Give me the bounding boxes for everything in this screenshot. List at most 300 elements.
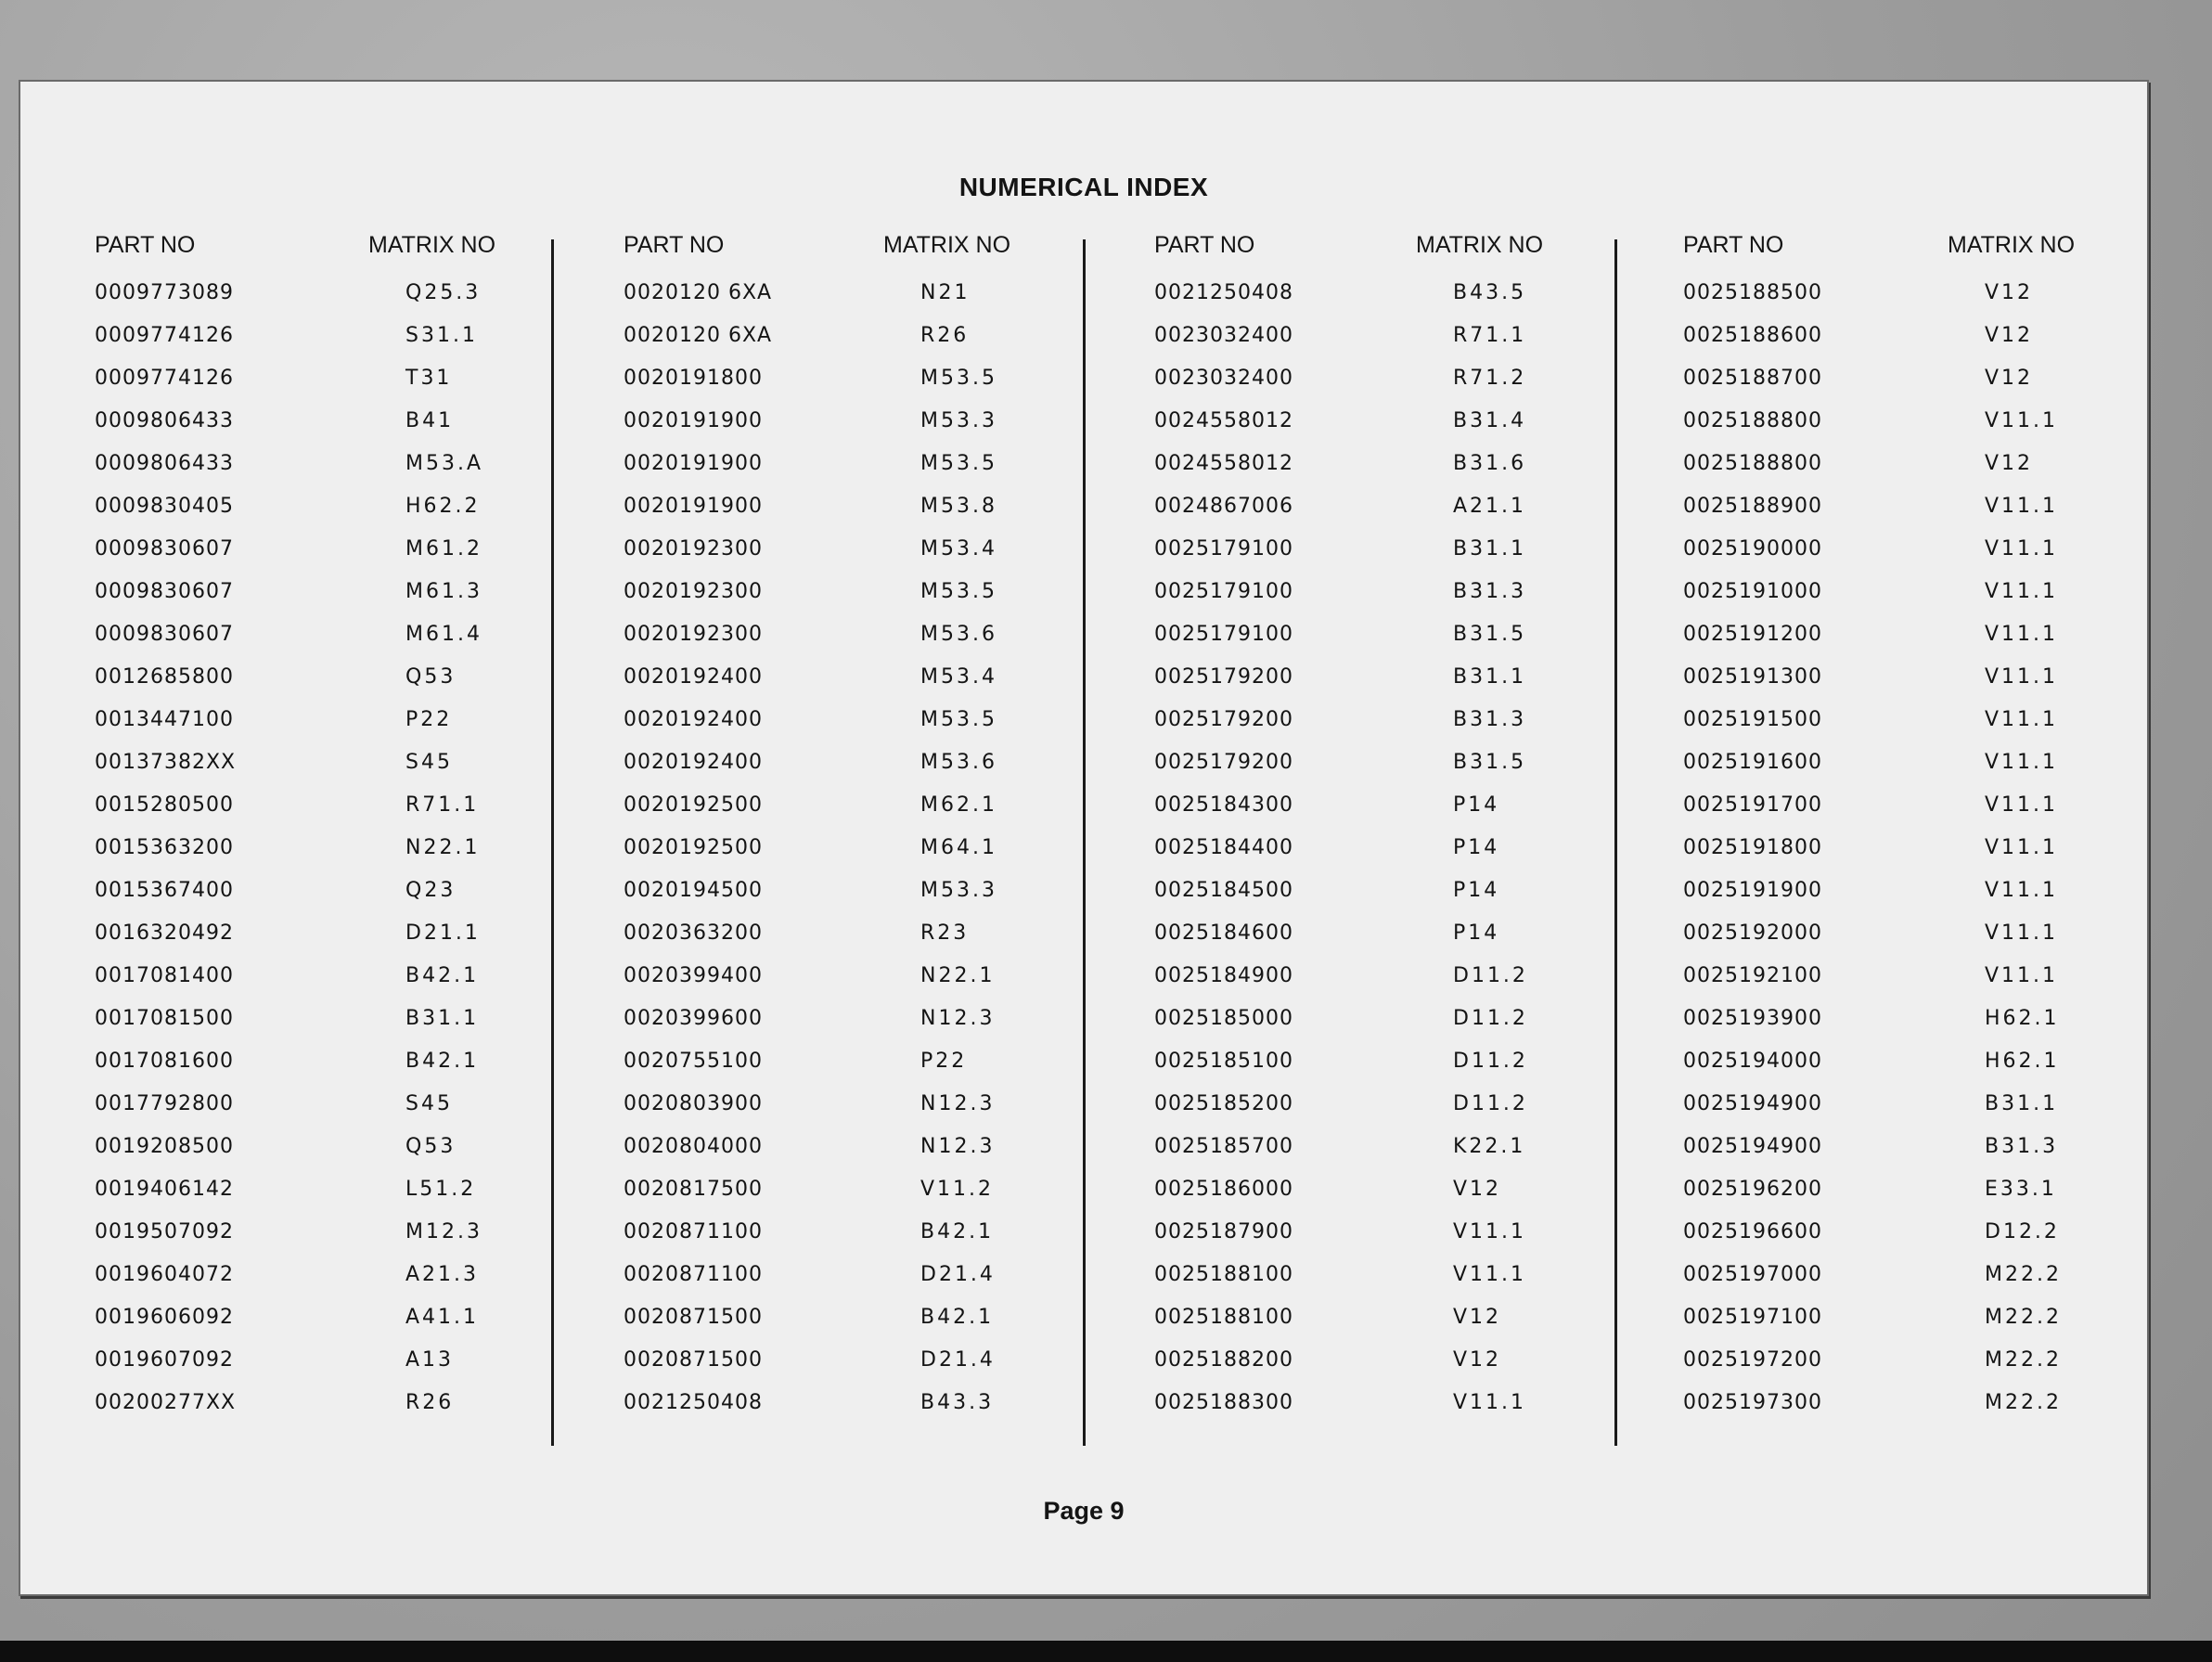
part-number: 0025196200 — [1683, 1178, 1822, 1201]
index-row — [1683, 1037, 2203, 1080]
index-row — [1683, 1379, 2203, 1422]
index-row — [624, 354, 1143, 397]
index-row — [1154, 739, 1674, 781]
matrix-number: V11.1 — [1985, 495, 2059, 518]
index-row — [1154, 1294, 1674, 1336]
part-number: 0025179200 — [1154, 665, 1293, 689]
part-number: 0009830607 — [95, 537, 234, 560]
matrix-number: M61.3 — [405, 580, 482, 603]
index-row — [95, 611, 614, 653]
part-number: 0019604072 — [95, 1263, 234, 1286]
matrix-number: B31.3 — [1985, 1135, 2059, 1158]
part-no-header: PART NO — [624, 232, 725, 258]
matrix-number: R71.1 — [1453, 324, 1527, 347]
matrix-number: V11.1 — [1985, 836, 2059, 859]
matrix-number: P22 — [920, 1050, 968, 1073]
part-number: 0009774126 — [95, 324, 234, 347]
index-row — [1154, 1208, 1674, 1251]
matrix-number: B31.4 — [1453, 409, 1527, 432]
index-row — [1683, 1123, 2203, 1166]
column-group-4 — [1683, 232, 2203, 1422]
part-number: 0025186000 — [1154, 1178, 1293, 1201]
matrix-number: Q53 — [405, 1135, 457, 1158]
matrix-number: P22 — [405, 708, 453, 731]
part-no-header: PART NO — [1154, 232, 1255, 258]
matrix-number: V11.1 — [1985, 623, 2059, 646]
index-row — [624, 525, 1143, 568]
index-row — [1154, 312, 1674, 354]
matrix-number: S45 — [405, 751, 453, 774]
part-number: 0015363200 — [95, 836, 234, 859]
index-row — [1154, 653, 1674, 696]
index-row — [95, 525, 614, 568]
column-group-2 — [624, 232, 1143, 1422]
matrix-number: R71.1 — [405, 793, 480, 817]
index-row — [95, 312, 614, 354]
index-row — [95, 696, 614, 739]
matrix-number: V11.1 — [1985, 751, 2059, 774]
matrix-number: A21.3 — [405, 1263, 480, 1286]
part-number: 0021250408 — [1154, 281, 1293, 304]
part-number: 0025187900 — [1154, 1220, 1293, 1243]
part-number: 0025194000 — [1683, 1050, 1822, 1073]
part-number: 0009830607 — [95, 623, 234, 646]
matrix-number: N22.1 — [405, 836, 481, 859]
matrix-number: M22.2 — [1985, 1391, 2062, 1414]
part-number: 0024867006 — [1154, 495, 1293, 518]
index-row — [1154, 1123, 1674, 1166]
index-row — [1154, 867, 1674, 909]
matrix-number: B43.5 — [1453, 281, 1527, 304]
part-number: 0025196600 — [1683, 1220, 1822, 1243]
part-number: 0024558012 — [1154, 452, 1293, 475]
part-number: 0025185000 — [1154, 1007, 1293, 1030]
index-row — [95, 568, 614, 611]
index-row — [1683, 1294, 2203, 1336]
part-number: 0017081600 — [95, 1050, 234, 1073]
matrix-number: E33.1 — [1985, 1178, 2057, 1201]
matrix-number: M53.4 — [920, 537, 997, 560]
part-number: 0025188100 — [1154, 1306, 1293, 1329]
part-number: 0025188500 — [1683, 281, 1822, 304]
part-number: 0025188100 — [1154, 1263, 1293, 1286]
index-row — [624, 483, 1143, 525]
part-number: 0012685800 — [95, 665, 234, 689]
part-number: 0019208500 — [95, 1135, 234, 1158]
matrix-number: M53.5 — [920, 367, 997, 390]
column-header — [95, 232, 614, 269]
part-number: 00137382XX — [95, 751, 237, 774]
part-number: 0025191800 — [1683, 836, 1822, 859]
index-row — [95, 653, 614, 696]
part-number: 0020191800 — [624, 367, 763, 390]
index-row — [95, 781, 614, 824]
matrix-number: Q23 — [405, 879, 457, 902]
matrix-number: V12 — [1453, 1348, 1502, 1372]
index-row — [95, 995, 614, 1037]
index-row — [1683, 440, 2203, 483]
matrix-number: V11.1 — [1985, 409, 2059, 432]
index-row — [95, 909, 614, 952]
matrix-number: S45 — [405, 1092, 453, 1115]
matrix-number: Q25.3 — [405, 281, 482, 304]
part-number: 0025184500 — [1154, 879, 1293, 902]
index-row — [1154, 824, 1674, 867]
part-number: 0025188800 — [1683, 409, 1822, 432]
part-no-header: PART NO — [1683, 232, 1784, 258]
part-number: 0020120 6XA — [624, 281, 773, 304]
column-header — [1683, 232, 2203, 269]
part-number: 0020399400 — [624, 964, 763, 987]
part-number: 0020363200 — [624, 921, 763, 945]
matrix-number: V11.1 — [1985, 580, 2059, 603]
index-row — [1683, 781, 2203, 824]
part-number: 0025184600 — [1154, 921, 1293, 945]
part-number: 0020194500 — [624, 879, 763, 902]
part-number: 0020191900 — [624, 409, 763, 432]
index-row — [95, 269, 614, 312]
index-row — [95, 952, 614, 995]
column-header — [1154, 232, 1674, 269]
index-row — [624, 653, 1143, 696]
part-number: 0019606092 — [95, 1306, 234, 1329]
part-number: 0025188200 — [1154, 1348, 1293, 1372]
index-row — [624, 1037, 1143, 1080]
matrix-number: V11.1 — [1985, 665, 2059, 689]
matrix-number: V11.1 — [1985, 964, 2059, 987]
matrix-number: M53.5 — [920, 708, 997, 731]
column-group-3 — [1154, 232, 1674, 1422]
part-number: 0025184400 — [1154, 836, 1293, 859]
matrix-number: M61.4 — [405, 623, 482, 646]
matrix-number: V11.1 — [1453, 1220, 1527, 1243]
matrix-number: K22.1 — [1453, 1135, 1526, 1158]
index-row — [95, 1208, 614, 1251]
part-number: 0009806433 — [95, 452, 234, 475]
matrix-number: V11.1 — [1985, 879, 2059, 902]
part-number: 0025184900 — [1154, 964, 1293, 987]
index-row — [1683, 483, 2203, 525]
matrix-number: V11.2 — [920, 1178, 995, 1201]
index-row — [1683, 1166, 2203, 1208]
matrix-number: P14 — [1453, 879, 1500, 902]
part-number: 0015367400 — [95, 879, 234, 902]
index-row — [1154, 354, 1674, 397]
index-row — [1683, 696, 2203, 739]
part-number: 0020804000 — [624, 1135, 763, 1158]
matrix-no-header: MATRIX NO — [1948, 232, 2076, 258]
part-number: 0020192400 — [624, 665, 763, 689]
part-number: 0020192300 — [624, 537, 763, 560]
index-row — [624, 1208, 1143, 1251]
part-number: 0021250408 — [624, 1391, 763, 1414]
matrix-number: M53.4 — [920, 665, 997, 689]
matrix-number: V11.1 — [1453, 1263, 1527, 1286]
part-number: 0025179200 — [1154, 708, 1293, 731]
index-row — [1154, 696, 1674, 739]
index-row — [624, 1379, 1143, 1422]
part-number: 0025190000 — [1683, 537, 1822, 560]
matrix-number: V11.1 — [1453, 1391, 1527, 1414]
matrix-number: N12.3 — [920, 1092, 996, 1115]
matrix-number: V11.1 — [1985, 921, 2059, 945]
matrix-number: B42.1 — [920, 1306, 995, 1329]
matrix-number: T31 — [405, 367, 453, 390]
matrix-number: B31.5 — [1453, 751, 1527, 774]
index-row — [624, 781, 1143, 824]
part-number: 0025179200 — [1154, 751, 1293, 774]
index-row — [1154, 952, 1674, 995]
index-row — [624, 867, 1143, 909]
index-row — [95, 824, 614, 867]
index-row — [1683, 1208, 2203, 1251]
part-number: 0025179100 — [1154, 580, 1293, 603]
part-number: 0016320492 — [95, 921, 234, 945]
index-row — [95, 354, 614, 397]
part-number: 0009774126 — [95, 367, 234, 390]
matrix-number: V12 — [1985, 452, 2034, 475]
matrix-number: H62.1 — [1985, 1007, 2060, 1030]
part-number: 0025191500 — [1683, 708, 1822, 731]
part-number: 0020120 6XA — [624, 324, 773, 347]
part-number: 0025194900 — [1683, 1092, 1822, 1115]
matrix-number: P14 — [1453, 793, 1500, 817]
index-row — [1683, 312, 2203, 354]
index-row — [624, 1336, 1143, 1379]
matrix-number: N22.1 — [920, 964, 996, 987]
part-number: 0025185200 — [1154, 1092, 1293, 1115]
page-title: NUMERICAL INDEX — [958, 173, 1209, 201]
index-row — [1683, 739, 2203, 781]
matrix-number: D11.2 — [1453, 1050, 1528, 1073]
matrix-number: V12 — [1453, 1178, 1502, 1201]
part-number: 0023032400 — [1154, 367, 1293, 390]
matrix-number: B42.1 — [920, 1220, 995, 1243]
part-number: 0020871500 — [624, 1306, 763, 1329]
matrix-number: Q53 — [405, 665, 457, 689]
index-row — [1154, 1251, 1674, 1294]
index-row — [624, 269, 1143, 312]
part-number: 0025197000 — [1683, 1263, 1822, 1286]
part-number: 0025185100 — [1154, 1050, 1293, 1073]
index-row — [95, 397, 614, 440]
matrix-number: R26 — [405, 1391, 455, 1414]
part-number: 0020192300 — [624, 623, 763, 646]
part-number: 0017081500 — [95, 1007, 234, 1030]
column-group-1 — [95, 232, 614, 1422]
index-row — [1683, 1336, 2203, 1379]
index-row — [1683, 525, 2203, 568]
matrix-number: A13 — [405, 1348, 455, 1372]
matrix-number: B31.1 — [405, 1007, 480, 1030]
index-row — [624, 739, 1143, 781]
part-number: 0009830607 — [95, 580, 234, 603]
matrix-number: N21 — [920, 281, 971, 304]
index-row — [1683, 824, 2203, 867]
index-row — [1154, 483, 1674, 525]
part-number: 00200277XX — [95, 1391, 237, 1414]
part-number: 0020192500 — [624, 836, 763, 859]
part-number: 0025192000 — [1683, 921, 1822, 945]
part-number: 0025191600 — [1683, 751, 1822, 774]
matrix-number: M61.2 — [405, 537, 482, 560]
matrix-number: V11.1 — [1985, 793, 2059, 817]
part-number: 0024558012 — [1154, 409, 1293, 432]
index-row — [1154, 1166, 1674, 1208]
part-number: 0025188600 — [1683, 324, 1822, 347]
matrix-number: M22.2 — [1985, 1306, 2062, 1329]
index-row — [95, 483, 614, 525]
matrix-number: B41 — [405, 409, 455, 432]
index-row — [624, 568, 1143, 611]
index-row — [1154, 1336, 1674, 1379]
matrix-number: R23 — [920, 921, 970, 945]
part-number: 0020803900 — [624, 1092, 763, 1115]
matrix-number: H62.1 — [1985, 1050, 2060, 1073]
matrix-number: D21.4 — [920, 1348, 996, 1372]
matrix-number: B31.3 — [1453, 708, 1527, 731]
part-number: 0020817500 — [624, 1178, 763, 1201]
part-number: 0015280500 — [95, 793, 234, 817]
matrix-number: B31.5 — [1453, 623, 1527, 646]
part-number: 0017792800 — [95, 1092, 234, 1115]
part-number: 0020192500 — [624, 793, 763, 817]
matrix-number: M53.8 — [920, 495, 997, 518]
index-row — [1154, 995, 1674, 1037]
matrix-number: M53.5 — [920, 452, 997, 475]
matrix-number: B31.1 — [1453, 665, 1527, 689]
index-row — [1154, 1080, 1674, 1123]
part-number: 0025188300 — [1154, 1391, 1293, 1414]
part-number: 0020871100 — [624, 1220, 763, 1243]
index-row — [1683, 1251, 2203, 1294]
index-row — [1683, 1080, 2203, 1123]
matrix-number: N12.3 — [920, 1135, 996, 1158]
matrix-number: B42.1 — [405, 964, 480, 987]
index-row — [1683, 995, 2203, 1037]
index-row — [1683, 397, 2203, 440]
part-number: 0025197300 — [1683, 1391, 1822, 1414]
part-number: 0025184300 — [1154, 793, 1293, 817]
matrix-number: L51.2 — [405, 1178, 477, 1201]
part-number: 0025191700 — [1683, 793, 1822, 817]
part-number: 0025197100 — [1683, 1306, 1822, 1329]
matrix-number: M53.A — [405, 452, 484, 475]
index-row — [1683, 568, 2203, 611]
matrix-number: M64.1 — [920, 836, 997, 859]
matrix-number: M53.3 — [920, 879, 997, 902]
part-number: 0025188700 — [1683, 367, 1822, 390]
part-number: 0025191000 — [1683, 580, 1822, 603]
page-number: Page 9 — [1043, 1497, 1125, 1525]
part-number: 0020871100 — [624, 1263, 763, 1286]
matrix-number: R26 — [920, 324, 970, 347]
part-number: 0019507092 — [95, 1220, 234, 1243]
index-row — [624, 611, 1143, 653]
part-number: 0025191300 — [1683, 665, 1822, 689]
part-number: 0009806433 — [95, 409, 234, 432]
index-row — [624, 1294, 1143, 1336]
index-row — [624, 397, 1143, 440]
part-no-header: PART NO — [95, 232, 196, 258]
index-row — [1683, 909, 2203, 952]
index-row — [95, 1037, 614, 1080]
index-row — [1154, 269, 1674, 312]
matrix-number: P14 — [1453, 836, 1500, 859]
matrix-number: M53.5 — [920, 580, 997, 603]
index-row — [1154, 440, 1674, 483]
part-number: 0025192100 — [1683, 964, 1822, 987]
index-row — [95, 1294, 614, 1336]
index-row — [1154, 397, 1674, 440]
part-number: 0025193900 — [1683, 1007, 1822, 1030]
part-number: 0020755100 — [624, 1050, 763, 1073]
matrix-number: D21.1 — [405, 921, 481, 945]
part-number: 0020191900 — [624, 452, 763, 475]
index-row — [624, 1251, 1143, 1294]
matrix-number: M53.6 — [920, 751, 997, 774]
part-number: 0020192400 — [624, 708, 763, 731]
matrix-number: B43.3 — [920, 1391, 995, 1414]
index-row — [1154, 525, 1674, 568]
index-row — [95, 739, 614, 781]
matrix-number: A21.1 — [1453, 495, 1527, 518]
index-row — [95, 440, 614, 483]
part-number: 0013447100 — [95, 708, 234, 731]
index-row — [1683, 269, 2203, 312]
index-row — [624, 312, 1143, 354]
part-number: 0025185700 — [1154, 1135, 1293, 1158]
part-number: 0023032400 — [1154, 324, 1293, 347]
matrix-no-header: MATRIX NO — [883, 232, 1011, 258]
matrix-number: M12.3 — [405, 1220, 482, 1243]
matrix-number: R71.2 — [1453, 367, 1527, 390]
matrix-number: S31.1 — [405, 324, 478, 347]
part-number: 0025188900 — [1683, 495, 1822, 518]
index-row — [95, 1336, 614, 1379]
index-row — [1683, 653, 2203, 696]
index-row — [1683, 611, 2203, 653]
part-number: 0020871500 — [624, 1348, 763, 1372]
matrix-number: D21.4 — [920, 1263, 996, 1286]
matrix-number: V11.1 — [1985, 708, 2059, 731]
matrix-number: V11.1 — [1985, 537, 2059, 560]
matrix-number: H62.2 — [405, 495, 481, 518]
part-number: 0020192400 — [624, 751, 763, 774]
part-number: 0025191200 — [1683, 623, 1822, 646]
index-row — [624, 440, 1143, 483]
index-row — [95, 867, 614, 909]
matrix-number: D11.2 — [1453, 1092, 1528, 1115]
matrix-number: M22.2 — [1985, 1348, 2062, 1372]
matrix-number: P14 — [1453, 921, 1500, 945]
index-row — [1154, 909, 1674, 952]
matrix-number: V12 — [1453, 1306, 1502, 1329]
matrix-number: B31.6 — [1453, 452, 1527, 475]
matrix-number: M53.3 — [920, 409, 997, 432]
matrix-number: D11.2 — [1453, 1007, 1528, 1030]
matrix-number: V12 — [1985, 324, 2034, 347]
part-number: 0020399600 — [624, 1007, 763, 1030]
part-number: 0025197200 — [1683, 1348, 1822, 1372]
index-row — [624, 696, 1143, 739]
matrix-number: V12 — [1985, 367, 2034, 390]
part-number: 0020191900 — [624, 495, 763, 518]
index-row — [95, 1166, 614, 1208]
index-row — [1683, 354, 2203, 397]
matrix-number: D11.2 — [1453, 964, 1528, 987]
matrix-number: D12.2 — [1985, 1220, 2060, 1243]
